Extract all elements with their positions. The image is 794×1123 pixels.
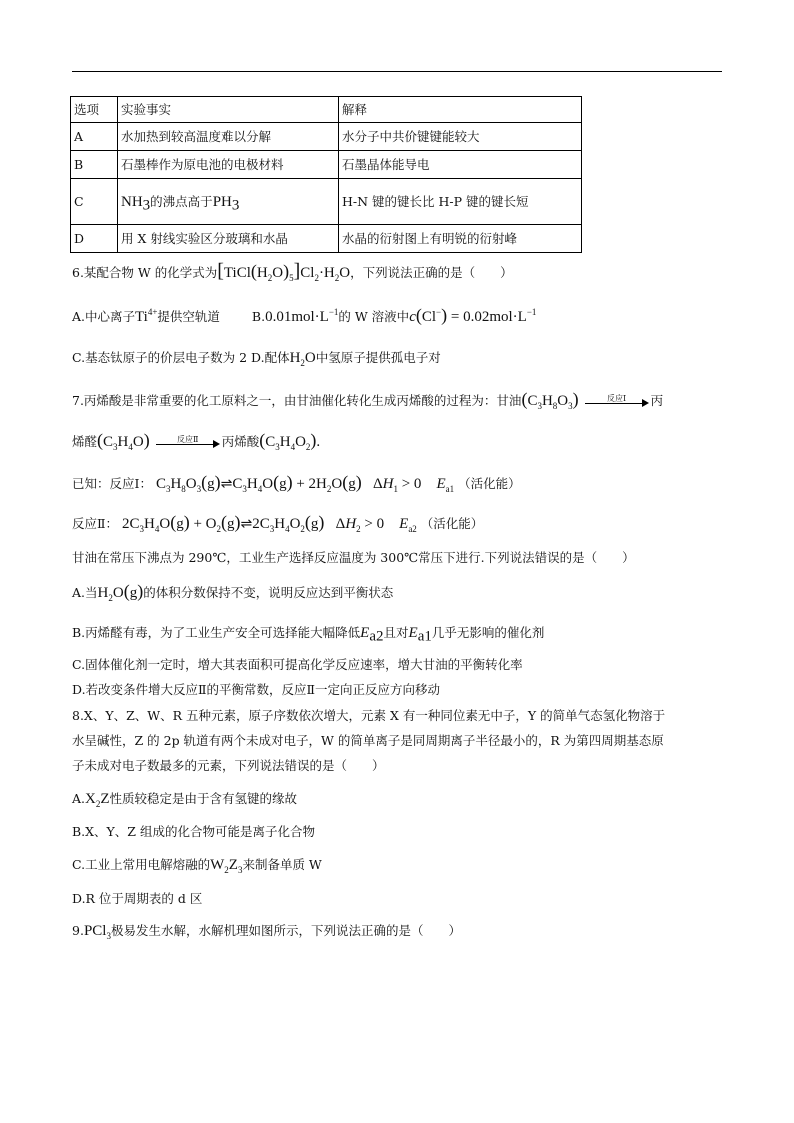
header-rule [72, 71, 722, 72]
reaction-arrow-2: 反应Ⅱ [156, 435, 220, 451]
q7-reaction-2: 反应Ⅱ： $2C_3H_4O(g)$ + $O_2(g)\rightleftharpoons 2C_3H_4O_2(g) \Delta H_2 > 0$ $E_{a2}$ （活化能） [72, 512, 484, 534]
row-explanation: 石墨晶体能导电 [339, 151, 582, 179]
q8-option-c: C.工业上常用电解熔融的$W_2Z_3$来制备单质 W [72, 857, 322, 875]
q7-reaction-1: 已知：反应Ⅰ： $C_3H_8O_3(g)\rightleftharpoons C_3H_4O(g) + 2H_2O(g) \Delta H_1 > 0$ $E_{a1}$ （活化能） [72, 472, 521, 494]
q7-option-c: C.固体催化剂一定时，增大其表面积可提高化学反应速率，增大甘油的平衡转化率 [72, 657, 523, 672]
q7-option-a: A.当$H_2O(g)$的体积分数保持不变，说明反应达到平衡状态 [72, 581, 394, 603]
row-fact: 水加热到较高温度难以分解 [118, 123, 339, 151]
table-row [71, 151, 582, 179]
row-fact: 石墨棒作为原电池的电极材料 [118, 151, 339, 179]
q8-stem-line2: 水呈碱性，Z 的 2p 轨道有两个未成对电子，W 的简单离子是同周期离子半径最小的，R 为第四周期基态原 [72, 733, 664, 748]
row-explanation: H-N 键的键长比 H-P 键的键长短 [339, 179, 582, 225]
table-row [71, 225, 582, 253]
q8-stem-line3: 子未成对电子数最多的元素，下列说法错误的是（ ） [72, 758, 385, 773]
row-option: B [71, 151, 118, 179]
q8-stem-line1: 8.X、Y、Z、W、R 五种元素，原子序数依次增大，元素 X 有一种同位素无中子，Y 的简单气态氢化物溶于 [72, 708, 666, 723]
q7-condition: 甘油在常压下沸点为 290℃，工业生产选择反应温度为 300℃常压下进行.下列说法错误的是（ ） [72, 550, 635, 565]
row-option: D [71, 225, 118, 253]
row-fact: 用 X 射线实验区分玻璃和水晶 [118, 225, 339, 253]
q7-option-b: B.丙烯醛有毒，为了工业生产安全可选择能大幅降低$E_{a2}$且对$E_{a1}$几乎无影响的催化剂 [72, 625, 545, 645]
table-row [71, 179, 582, 225]
header-explanation: 解释 [339, 97, 582, 123]
row-explanation: 水晶的衍射图上有明锐的衍射峰 [339, 225, 582, 253]
q8-option-b: B.X、Y、Z 组成的化合物可能是离子化合物 [72, 824, 315, 839]
q6-options-ab: A.中心离子$Ti^{4+}$提供空轨道 $B.0.01mol\cdot L^{-1}$的 W 溶液中$c(Cl^-) = 0.02mol\cdot L^{-1}$ [72, 305, 537, 325]
q7-stem-line1: 7.丙烯酸是非常重要的化工原料之一，由甘油催化转化生成丙烯酸的过程为：甘油$(C_3H_8O_3)$ 反应Ⅰ 丙 [72, 389, 664, 411]
header-option: 选项 [71, 97, 118, 123]
table-row [71, 123, 582, 151]
q9-stem: 9.PCl$_3$极易发生水解，水解机理如图所示，下列说法正确的是（ ） [72, 923, 461, 941]
row-option: C [71, 179, 118, 225]
options-table [70, 96, 582, 253]
row-option: A [71, 123, 118, 151]
q8-option-d: D.R 位于周期表的 d 区 [72, 891, 203, 906]
q6-options-cd: C.基态钛原子的价层电子数为 2 D.配体$H_2O$中氢原子提供孤电子对 [72, 350, 441, 368]
q7-stem-line2: 烯醛$(C_3H_4O)$ 反应Ⅱ 丙烯酸$(C_3H_4O_2)$. [72, 430, 321, 452]
q8-option-a: $A.X_2Z$性质较稳定是由于含有氢键的缘故 [72, 791, 298, 809]
row-fact: $NH_3$的沸点高于$PH_3$ [118, 179, 339, 225]
table-header-row [71, 97, 582, 123]
row-explanation: 水分子中共价键键能较大 [339, 123, 582, 151]
header-fact: 实验事实 [118, 97, 339, 123]
reaction-arrow-1: 反应Ⅰ [585, 394, 649, 410]
q7-option-d: D.若改变条件增大反应Ⅱ的平衡常数，反应Ⅱ一定向正反应方向移动 [72, 682, 441, 697]
q6-stem: 6.某配合物 W 的化学式为$[TiCl(H_2O)_5]Cl_2\cdot H_2O$，下列说法正确的是（ ） [72, 260, 513, 283]
